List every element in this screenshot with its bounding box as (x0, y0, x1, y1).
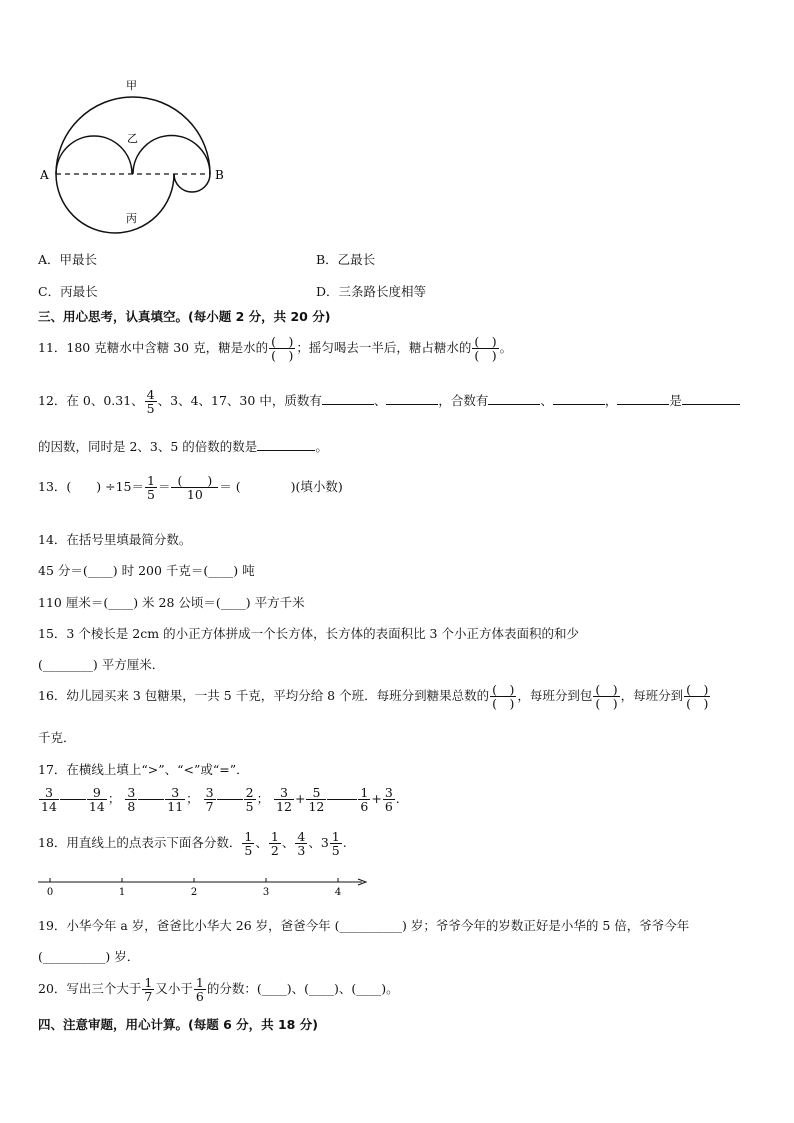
q11-text-1: 11．180 克糖水中含糖 30 克，糖是水的 (38, 340, 269, 356)
q20-text-2: 又小于 (155, 981, 193, 997)
q17-2-right-den: 11 (167, 799, 184, 815)
number-line[interactable] (36, 872, 372, 898)
q17-3-right (244, 786, 256, 813)
q12-text-3: 的因数，同时是 2、3、5 的倍数的数是 (38, 439, 258, 454)
q17-2-left (125, 786, 137, 813)
q12-text-1: 12．在 0、0.31、 (38, 393, 144, 409)
q17-4-left-a-num: 3 (274, 786, 294, 800)
q17-4-left-b-den: 12 (308, 799, 325, 815)
q17-1-left-num: 3 (39, 786, 59, 800)
q16-blank-num-2[interactable]: ( ) (595, 682, 618, 697)
path-bing-small-arc (174, 174, 210, 192)
q17-2-left-num: 3 (127, 785, 136, 800)
option-c[interactable]: C．丙最长 (38, 284, 98, 299)
q12-blank-prime-2[interactable] (386, 404, 438, 405)
q18-mixed-whole: 3 (320, 835, 329, 851)
q16-blank-den-2[interactable]: ( ) (595, 696, 618, 712)
q16-text-1: 16．幼儿园买来 3 包糖果，一共 5 千克，平均分给 8 个班．每班分到糖果总数的 (38, 688, 490, 704)
option-a[interactable]: A．甲最长 (38, 252, 98, 267)
q12-sep-2: 、 (540, 393, 553, 409)
q17-title: 17．在横线上填上“>”、“<”或“=”． (38, 762, 249, 777)
q17-sep-1: ； (107, 791, 121, 807)
q17-3-right-num: 2 (245, 785, 254, 800)
q18-sep-3: 、 (308, 835, 321, 851)
q15-line-1: 15．3 个棱长是 2cm 的小正方体拼成一个长方体，长方体的表面积比 3 个小正方体表面积的和少 (38, 626, 579, 641)
q11-answer-fraction-2[interactable] (472, 335, 498, 362)
q17-3-left-num: 3 (205, 785, 214, 800)
q12-sep-1: 、 (373, 393, 387, 409)
q14-line-1[interactable]: 45 分＝(____) 时 200 千克＝(____) 吨 (38, 563, 255, 578)
q12-blank-factor-1[interactable] (617, 404, 669, 405)
q20-frac-2 (194, 976, 206, 1003)
q17-3-left (204, 786, 216, 813)
q18-text: 18．用直线上的点表示下面各分数． (38, 835, 242, 851)
q17-4-right-a-den: 6 (360, 799, 369, 815)
q17-4-right-b-den: 6 (384, 799, 393, 815)
q17-4-plus-2: + (371, 791, 382, 807)
q17-2-right-num: 3 (165, 786, 185, 800)
q12-blank-composite-2[interactable] (553, 404, 605, 405)
q17-sep-3: ； (256, 791, 270, 807)
q13-equals: ＝ (157, 479, 171, 495)
q15-line-2[interactable]: (________) 平方厘米． (38, 657, 165, 672)
q12-sep-3: ， (604, 393, 618, 409)
label-jia: 甲 (126, 79, 137, 92)
q12-blank-multiple[interactable] (257, 450, 315, 451)
q16-blank-den-1[interactable]: ( ) (492, 696, 515, 712)
q17-3-right-den: 5 (245, 799, 254, 815)
q17-end: . (395, 791, 400, 807)
q13-text-1: 13．( ) ÷15＝ (38, 479, 145, 495)
q18-frac-3-num: 4 (297, 829, 306, 844)
q18-frac-1-den: 5 (244, 843, 253, 859)
q12-blank-prime-1[interactable] (322, 404, 374, 405)
q13-frac1-num: 1 (147, 473, 155, 488)
q20-answer-blanks[interactable]: 的分数：(____)、(____)、(____)。 (206, 981, 399, 997)
q17-4-right-b (383, 786, 395, 813)
path-yi-right-arc (133, 136, 210, 174)
q20-frac-1-num: 1 (144, 975, 153, 990)
q16-answer-fraction-2[interactable] (593, 683, 619, 710)
q17-2-left-den: 8 (127, 799, 136, 815)
label-bing: 丙 (126, 212, 137, 225)
q19-line-2[interactable]: (__________) 岁． (38, 949, 140, 964)
q17-4-blank[interactable] (327, 799, 357, 800)
q11-blank-num-2[interactable]: ( ) (474, 334, 497, 349)
q20-frac-1-den: 7 (144, 989, 153, 1005)
path-yi-left-arc (56, 136, 132, 174)
q18-frac-2 (269, 830, 281, 857)
q13-fraction-1 (145, 474, 157, 501)
q17-4-right-a-num: 1 (360, 785, 369, 800)
q11-text-3: 。 (499, 340, 513, 356)
q12-frac-num: 4 (146, 387, 155, 402)
q17-1-right (87, 786, 107, 813)
q12-text-2: 、3、4、17、30 中，质数有 (157, 393, 322, 409)
option-d[interactable]: D．三条路长度相等 (316, 284, 427, 299)
q17-1-right-den: 14 (88, 799, 105, 815)
q20-text-1: 20．写出三个大于 (38, 981, 142, 997)
q17-1-right-num: 9 (87, 786, 107, 800)
q16-text-2: ，每班分到包 (517, 688, 593, 704)
label-yi: 乙 (127, 132, 138, 145)
section4-title: 四、注意审题，用心计算。(每题 6 分，共 18 分) (38, 1017, 318, 1032)
q17-comparisons (38, 786, 400, 813)
question-12-line-1 (38, 388, 740, 415)
q11-blank-num-1[interactable]: ( ) (271, 334, 294, 349)
question-13 (38, 474, 343, 501)
q16-blank-num-3[interactable]: ( ) (686, 682, 709, 697)
number-line-tick-label: 0 (46, 887, 54, 898)
section3-title: 三、用心思考，认真填空。(每小题 2 分，共 20 分) (38, 309, 331, 324)
q17-4-right-a (358, 786, 370, 813)
q18-frac-3-den: 3 (297, 843, 306, 859)
q20-frac-2-num: 1 (195, 975, 204, 990)
q16-line-2: 千克． (38, 730, 76, 745)
q12-blank-composite-1[interactable] (488, 404, 540, 405)
q13-text-2: ＝ ( )(填小数) (219, 479, 343, 495)
q12-fraction (145, 388, 157, 415)
q17-1-left-den: 14 (41, 799, 57, 815)
q17-sep-2: ； (186, 791, 199, 807)
q11-answer-fraction-1[interactable] (269, 335, 295, 362)
q11-blank-den-2[interactable]: ( ) (474, 348, 497, 364)
q18-end: . (342, 835, 347, 851)
q18-frac-2-num: 1 (270, 829, 279, 844)
q16-answer-fraction-1[interactable] (490, 683, 516, 710)
q18-sep-1: 、 (255, 835, 268, 851)
number-line-tick-label: 1 (118, 887, 126, 898)
q18-frac-2-den: 2 (270, 843, 279, 859)
q20-frac-1 (142, 976, 154, 1003)
q18-mixed-num: 1 (331, 829, 340, 844)
q14-title: 14．在括号里填最简分数。 (38, 532, 192, 547)
question-11 (38, 335, 512, 362)
q18-frac-1-num: 1 (244, 829, 253, 844)
q17-4-left-b-num: 5 (306, 786, 326, 800)
question-16 (38, 683, 711, 710)
q14-line-2[interactable]: 110 厘米＝(____) 米 28 公顷＝(____) 平方千米 (38, 595, 305, 610)
q17-4-right-b-num: 3 (384, 785, 393, 800)
q17-4-left-a-den: 12 (276, 799, 292, 815)
number-line-tick-label: 2 (190, 887, 198, 898)
q13-fraction-2[interactable] (171, 474, 218, 501)
q17-2-right (165, 786, 185, 813)
q17-4-left-b (306, 786, 326, 813)
path-bing-arc (56, 174, 174, 233)
q17-2-blank[interactable] (138, 799, 164, 800)
question-12-line-2 (38, 437, 328, 455)
q16-answer-fraction-3[interactable] (684, 683, 710, 710)
q18-mixed-frac (330, 830, 342, 857)
number-line-tick-label: 4 (334, 887, 342, 898)
q12-text-4: 。 (315, 439, 328, 454)
q12-text-composite: ，合数有 (438, 393, 489, 409)
q20-frac-2-den: 6 (195, 989, 204, 1005)
q18-frac-3 (295, 830, 307, 857)
q11-text-2: ；摇匀喝去一半后，糖占糖水的 (296, 340, 472, 356)
q19-line-1[interactable]: 19．小华今年 a 岁，爸爸比小华大 26 岁，爸爸今年 (__________) 岁；爷爷今年的岁数正好是小华的 5 倍，爷爷今年 (38, 918, 690, 933)
q17-3-left-den: 7 (205, 799, 214, 815)
question-18 (38, 830, 347, 857)
number-line-tick-label: 3 (262, 887, 270, 898)
q13-frac1-den: 5 (147, 487, 155, 503)
q18-frac-1 (242, 830, 254, 857)
option-b[interactable]: B．乙最长 (316, 252, 376, 267)
q13-blank-num[interactable]: ( ) (171, 474, 218, 488)
q12-frac-den: 5 (146, 401, 155, 417)
q17-3-blank[interactable] (217, 799, 243, 800)
q18-sep-2: 、 (281, 835, 295, 851)
question-20 (38, 976, 399, 1003)
label-a: A (40, 168, 49, 182)
q17-1-left (39, 786, 59, 813)
q13-frac2-den: 10 (186, 487, 203, 503)
q18-mixed-den: 5 (331, 843, 340, 859)
q17-4-plus-1: + (294, 791, 306, 807)
q11-blank-den-1[interactable]: ( ) (271, 348, 294, 364)
q16-blank-den-3[interactable]: ( ) (686, 696, 709, 712)
q16-text-3: ，每班分到 (620, 688, 684, 704)
label-b: B (215, 168, 224, 182)
q17-1-blank[interactable] (60, 799, 86, 800)
path-figure (30, 70, 240, 240)
q17-4-left-a (274, 786, 294, 813)
q12-blank-factor-2[interactable] (682, 404, 740, 405)
q16-blank-num-1[interactable]: ( ) (492, 682, 515, 697)
q12-text-shi: 是 (669, 393, 682, 409)
